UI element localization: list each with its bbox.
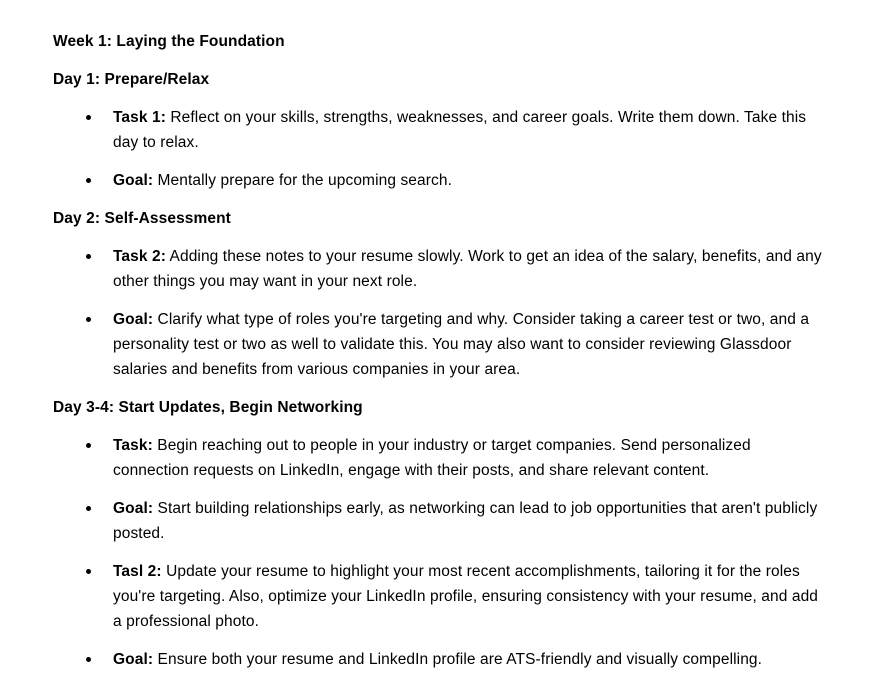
bullet-label: Tasl 2:: [113, 563, 162, 580]
bullet-body: Start building relationships early, as networking can lead to job opportunities that aren't publicly posted.: [113, 500, 818, 542]
list-item-text: [113, 559, 830, 634]
list-item-goal: [53, 647, 830, 672]
bullet-icon: [86, 569, 91, 574]
bullet-icon: [86, 443, 91, 448]
list-item-task-1: [53, 105, 830, 155]
list-item-goal: [53, 496, 830, 546]
bullet-body: Update your resume to highlight your most recent accomplishments, tailoring it for the roles you're targeting. Also, optimize your LinkedIn profile, ensuring consistency with your resume, and add a professional photo.: [113, 563, 819, 630]
bullet-body: Reflect on your skills, strengths, weaknesses, and career goals. Write them down. Take this day to relax.: [113, 109, 807, 151]
list-item-text: [113, 433, 830, 483]
list-item-text: [113, 244, 830, 294]
bullet-icon: [86, 506, 91, 511]
bullet-body: Clarify what type of roles you're targeting and why. Consider taking a career test or two, and a personality test or two as well to validate this. You may also want to consider reviewing Glassdoor salaries and benefits from various companies in your area.: [113, 311, 810, 378]
bullet-label: Goal:: [113, 500, 154, 517]
heading-day-3-4: Day 3-4: Start Updates, Begin Networking: [53, 399, 363, 416]
list-item-task: [53, 433, 830, 483]
bullet-label: Goal:: [113, 311, 154, 328]
bullet-icon: [86, 657, 91, 662]
bullet-body: Mentally prepare for the upcoming search.: [157, 172, 452, 189]
heading-day-2: Day 2: Self-Assessment: [53, 210, 231, 227]
bullet-icon: [86, 178, 91, 183]
list-item-text: [113, 168, 830, 193]
list-item-tasl-2: [53, 559, 830, 634]
bullet-icon: [86, 115, 91, 120]
list-item-task-2: [53, 244, 830, 294]
bullet-label: Goal:: [113, 651, 154, 668]
list-item-text: [113, 647, 830, 672]
list-item-text: [113, 496, 830, 546]
bullet-body: Begin reaching out to people in your industry or target companies. Send personalized connection requests on LinkedIn, engage with their posts, and share relevant content.: [113, 437, 751, 479]
bullet-body: Adding these notes to your resume slowly. Work to get an idea of the salary, benefits, and any other things you may want in your next role.: [113, 248, 822, 290]
bullet-icon: [86, 317, 91, 322]
bullet-label: Goal:: [113, 172, 154, 189]
list-item-goal: [53, 168, 830, 193]
bullet-label: Task 2:: [113, 248, 166, 265]
bullet-icon: [86, 254, 91, 259]
bullet-body: Ensure both your resume and LinkedIn profile are ATS-friendly and visually compelling.: [157, 651, 763, 668]
bullet-label: Task 1:: [113, 109, 166, 126]
bullet-label: Task:: [113, 437, 153, 454]
list-item-text: [113, 105, 830, 155]
heading-week-1: Week 1: Laying the Foundation: [53, 33, 285, 50]
list-item-text: [113, 307, 830, 382]
heading-day-1: Day 1: Prepare/Relax: [53, 71, 210, 88]
list-item-goal: [53, 307, 830, 382]
